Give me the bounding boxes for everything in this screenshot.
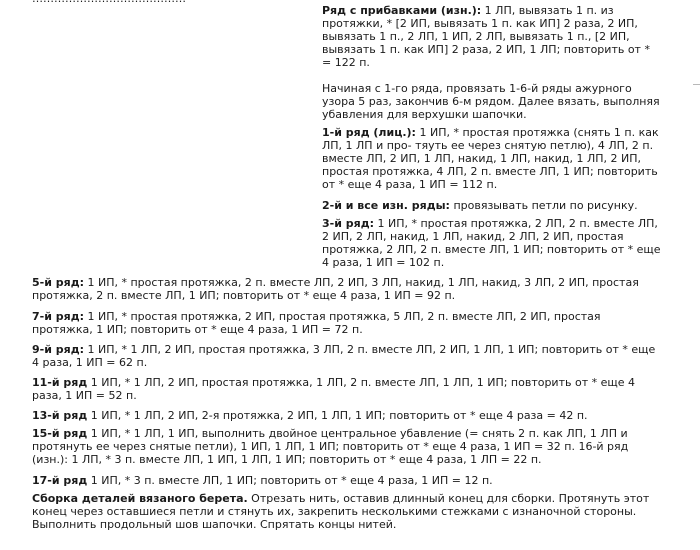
paragraph-text: 1 ИП, * 1 ЛП, 2 ИП, простая протяжка, 3 ЛП, 2 п. вместе ЛП, 2 ИП, 1 ЛП, 1 ИП; повторить от * еще 4 раза, 1 ИП = 62 п. [32,343,656,369]
paragraph-row-17 [32,474,662,487]
paragraph-text: провязывать петли по рисунку. [449,199,638,212]
paragraph-assembly [32,492,662,531]
paragraph-intro [322,82,662,121]
paragraph-text: Начиная с 1-го ряда, провязать 1-6-й ряды ажурного узора 5 раз, закончив 6-м рядом. Далее вязать, выполняя убавления для верхушки шапочки. [322,82,660,121]
paragraph-heading: 17-й ряд [32,474,88,487]
paragraph-row-2 [322,199,662,212]
page-edge-mark [693,84,700,85]
paragraph-heading: 15-й ряд [32,427,88,440]
paragraph-row-15 [32,427,662,466]
paragraph-row-7 [32,310,662,336]
paragraph-text: 1 ИП, * простая протяжка, 2 ИП, простая протяжка, 5 ЛП, 2 п. вместе ЛП, 2 ИП, простая протяжка, 1 ИП; повторить от * еще 4 раза, 1 ИП = 72 п. [32,310,601,336]
paragraph-row-3 [322,217,662,269]
paragraph-row-5 [32,276,662,302]
paragraph-heading: 3-й ряд: [322,217,374,230]
paragraph-heading: 7-й ряд: [32,310,84,323]
paragraph-row-9 [32,343,662,369]
paragraph-text: 1 ИП, * 1 ЛП, 2 ИП, простая протяжка, 1 ЛП, 2 п. вместе ЛП, 1 ЛП, 1 ИП; повторить от * еще 4 раза, 1 ИП = 52 п. [32,376,635,402]
paragraph-row-11 [32,376,662,402]
paragraph-heading: 11-й ряд [32,376,88,389]
paragraph-heading: 9-й ряд: [32,343,84,356]
paragraph-heading: 5-й ряд: [32,276,84,289]
paragraph-text: 1 ИП, * 3 п. вместе ЛП, 1 ИП; повторить от * еще 4 раза, 1 ИП = 12 п. [87,474,493,487]
paragraph-heading: Сборка деталей вязаного берета. [32,492,248,505]
cut-off-text-line [32,0,292,4]
paragraph-text: 1 ИП, * простая протяжка (снять 1 п. как ЛП, 1 ЛП и про- тяуть ее через снятую петлю), 4 ЛП, 2 п. вместе ЛП, 2 ИП, 1 ЛП, накид, 1 ЛП, накид, 1 ЛП, 2 ИП, простая протяжка, 4 ЛП, 2 п. вместе ЛП, 1 ИП; повторить от * еще 4 раза, 1 ИП = 112 п. [322,126,659,191]
paragraph-text: 1 ИП, * простая протяжка, 2 п. вместе ЛП, 2 ИП, 3 ЛП, накид, 1 ЛП, накид, 3 ЛП, 2 ИП, простая протяжка, 2 п. вместе ЛП, 1 ИП; повторить от * еще 4 раза, 1 ИП = 92 п. [32,276,639,302]
paragraph-text: 1 ИП, * 1 ЛП, 2 ИП, 2-я протяжка, 2 ИП, 1 ЛП, 1 ИП; повторить от * еще 4 раза = 42 п. [87,409,588,422]
paragraph-text: 1 ЛП, вывязать 1 п. из протяжки, * [2 ИП, вывязать 1 п. как ИП] 2 раза, 2 ИП, вывязать 1 п., 2 ЛП, 1 ИП, 2 ЛП, вывязать 1 п., [2 ИП, вывязать 1 п. как ИП] 2 раза, 2 ИП, 1 ЛП; повторить от * = 122 п. [322,4,650,69]
paragraph-text: 1 ИП, * 1 ЛП, 1 ИП, выполнить двойное центральное убавление (= снять 2 п. как ЛП, 1 ЛП и протянуть ее через снятые петли), 1 ИП, 1 ЛП, 1 ИП; повторить от * еще 4 раза, 1 ИП = 32 п. 16-й ряд (изн.): 1 ЛП, * 3 п. вместе ЛП, 1 ИП, 1 ЛП, 1 ИП; повторить от * еще 4 раза, 1 ЛП = 22 п. [32,427,629,466]
paragraph-text: Отрезать нить, оставив длинный конец для сборки. Протянуть этот конец через оставшиеся петли и стянуть их, закрепить несколькими стежками с изнаночной стороны. Выполнить продольный шов шапочки. Спрятать концы нитей. [32,492,650,531]
paragraph-heading: 1-й ряд (лиц.): [322,126,416,139]
paragraph-row-13 [32,409,662,422]
paragraph-row-1 [322,126,662,191]
paragraph-heading: 13-й ряд [32,409,88,422]
paragraph-heading: 2-й и все изн. ряды: [322,199,450,212]
paragraph-text: 1 ИП, * простая протяжка, 2 ЛП, 2 п. вместе ЛП, 2 ИП, 2 ЛП, накид, 1 ЛП, накид, 2 ЛП, 2 ИП, простая протяжка, 2 ЛП, 2 п. вместе ЛП, 1 ИП; повторить от * еще 4 раза, 1 ИП = 102 п. [322,217,661,269]
paragraph-heading: Ряд с прибавками (изн.): [322,4,482,17]
paragraph-increase-row [322,4,662,69]
